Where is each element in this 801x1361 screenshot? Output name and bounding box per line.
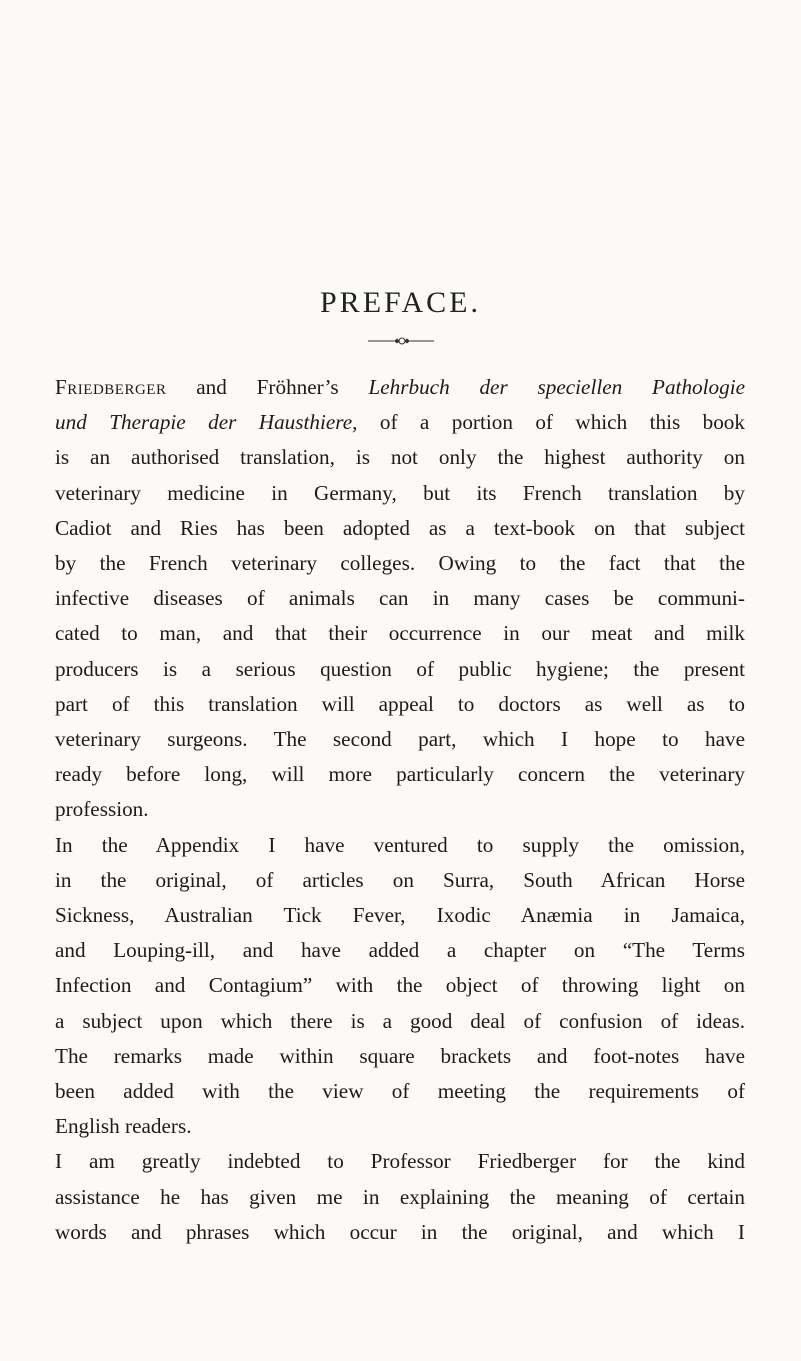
text-line bbox=[55, 1109, 745, 1144]
text-segment: English readers. bbox=[55, 1114, 192, 1139]
text-segment: a subject upon which there is a good deal of confusion of ideas. bbox=[55, 1008, 745, 1033]
text-segment: Infection and Contagium” with the object of throwing light on bbox=[55, 973, 745, 998]
text-line bbox=[55, 581, 745, 616]
text-line bbox=[55, 792, 745, 827]
text-line bbox=[55, 1180, 745, 1215]
text-segment: part of this translation will appeal to doctors as well as to bbox=[55, 691, 745, 716]
text-line bbox=[55, 687, 745, 722]
text-segment: and Fröhner’s bbox=[166, 375, 369, 399]
page-heading: PREFACE. bbox=[320, 286, 481, 319]
text-segment: in the original, of articles on Surra, South African Horse bbox=[55, 867, 745, 892]
text-line bbox=[55, 757, 745, 792]
text-segment: The remarks made within square brackets and foot-notes have bbox=[55, 1043, 745, 1068]
paragraph-1 bbox=[55, 370, 745, 828]
text-segment: is an authorised translation, is not only the highest authority on bbox=[55, 445, 745, 470]
text-line bbox=[55, 1074, 745, 1109]
preface-body bbox=[55, 370, 745, 1250]
text-segment: of a portion of which this book bbox=[357, 410, 745, 435]
text-line bbox=[55, 968, 745, 1003]
text-segment: cated to man, and that their occurrence in our meat and milk bbox=[55, 621, 745, 646]
text-line bbox=[55, 828, 745, 863]
text-segment: words and phrases which occur in the original, and which I bbox=[55, 1219, 745, 1244]
text-line bbox=[55, 1215, 745, 1250]
text-line bbox=[55, 511, 745, 546]
text-line bbox=[55, 722, 745, 757]
text-segment: infective diseases of animals can in many cases be communi- bbox=[55, 586, 745, 611]
text-segment: I am greatly indebted to Professor Friedberger for the kind bbox=[55, 1149, 745, 1174]
ornament-divider bbox=[368, 336, 434, 346]
paragraph-2 bbox=[55, 828, 745, 1145]
text-line bbox=[55, 652, 745, 687]
text-segment: Sickness, Australian Tick Fever, Ixodic Anæmia in Jamaica, bbox=[55, 903, 745, 928]
text-segment: Friedberger bbox=[55, 375, 167, 399]
text-segment: Lehrbuch der speciellen Pathologie bbox=[368, 375, 745, 399]
text-segment: and Louping-ill, and have added a chapter on “The Terms bbox=[55, 938, 745, 963]
paragraph-3 bbox=[55, 1144, 745, 1250]
text-line bbox=[55, 933, 745, 968]
text-segment: veterinary surgeons. The second part, which I hope to have bbox=[55, 727, 745, 752]
text-line bbox=[55, 1004, 745, 1039]
text-segment: In the Appendix I have ventured to supply the omission, bbox=[55, 832, 745, 857]
text-line bbox=[55, 440, 745, 475]
text-segment: been added with the view of meeting the requirements of bbox=[55, 1079, 745, 1104]
text-segment: Cadiot and Ries has been adopted as a text-book on that subject bbox=[55, 515, 745, 540]
text-line bbox=[55, 1144, 745, 1179]
text-segment: und Therapie der Hausthiere, bbox=[55, 410, 358, 435]
text-line bbox=[55, 546, 745, 581]
text-line bbox=[55, 898, 745, 933]
text-segment: producers is a serious question of public hygiene; the present bbox=[55, 656, 745, 681]
text-line bbox=[55, 370, 745, 405]
text-segment: profession. bbox=[55, 797, 149, 822]
text-line bbox=[55, 1039, 745, 1074]
text-line bbox=[55, 476, 745, 511]
text-segment: assistance he has given me in explaining the meaning of certain bbox=[55, 1184, 745, 1209]
text-line bbox=[55, 616, 745, 651]
text-line bbox=[55, 405, 745, 440]
text-segment: ready before long, will more particularly concern the veterinary bbox=[55, 762, 745, 787]
text-segment: veterinary medicine in Germany, but its French translation by bbox=[55, 480, 745, 505]
text-line bbox=[55, 863, 745, 898]
text-segment: by the French veterinary colleges. Owing to the fact that the bbox=[55, 551, 745, 576]
